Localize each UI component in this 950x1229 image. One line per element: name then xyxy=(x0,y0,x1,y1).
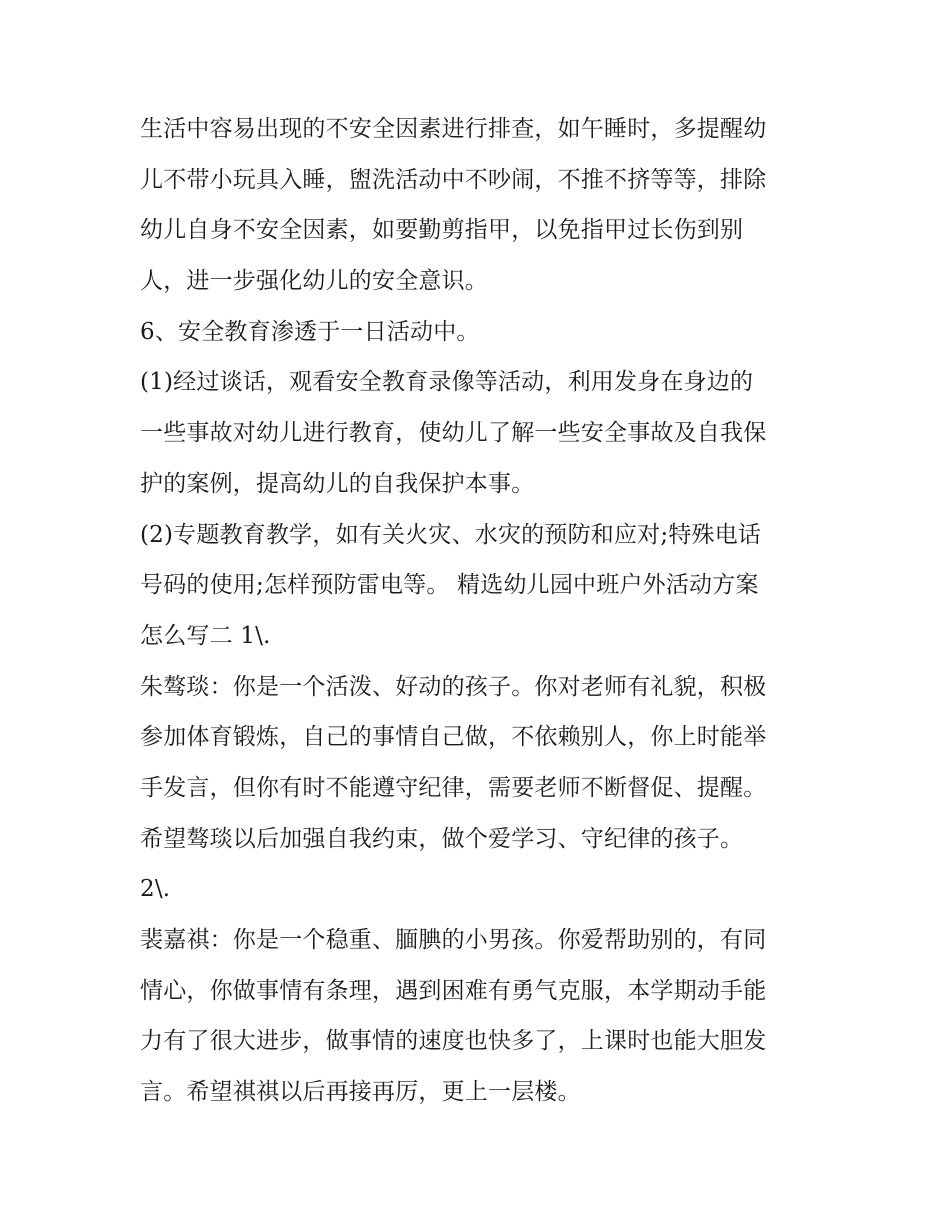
text-line: 幼儿自身不安全因素，如要勤剪指甲，以免指甲过长伤到别 xyxy=(140,217,744,244)
document-body xyxy=(140,104,820,1118)
text-line: 生活中容易出现的不安全因素进行排查，如午睡时，多提醒幼 xyxy=(140,116,767,142)
text-line: 一些事故对幼儿进行教育，使幼儿了解一些安全事故及自我保 xyxy=(140,420,767,447)
text-line: 护的案例，提高幼儿的自我保护本事。 xyxy=(140,470,535,497)
text-line: (2)专题教育教学，如有关火灾、水灾的预防和应对;特殊电话 xyxy=(140,521,762,548)
text-line: 儿不带小玩具入睡，盥洗活动中不吵闹，不推不挤等等，排除 xyxy=(140,166,767,193)
text-line: 力有了很大进步，做事情的速度也快多了，上课时也能大胆发 xyxy=(140,1028,767,1055)
text-line: 希望骜琰以后加强自我约束，做个爱学习、守纪律的孩子。 xyxy=(140,825,744,852)
text-line: 参加体育锻炼，自己的事情自己做，不依赖别人，你上时能举 xyxy=(140,724,767,751)
text-line: 情心，你做事情有条理，遇到困难有勇气克服，本学期动手能 xyxy=(140,977,767,1004)
text-line: 人，进一步强化幼儿的安全意识。 xyxy=(140,268,488,295)
text-line: 裴嘉祺：你是一个稳重、腼腆的小男孩。你爱帮助别的，有同 xyxy=(140,927,767,953)
text-line: 怎么写二 1\. xyxy=(140,622,271,649)
text-line: 言。希望祺祺以后再接再厉，更上一层楼。 xyxy=(140,1079,581,1106)
item-number: 2\. xyxy=(140,876,171,903)
text-line: (1)经过谈话，观看安全教育录像等活动，利用发身在身边的 xyxy=(140,369,754,396)
section-heading: 6、安全教育渗透于一日活动中。 xyxy=(140,318,480,345)
text-line: 朱骜琰：你是一个活泼、好动的孩子。你对老师有礼貌，积极 xyxy=(140,673,767,700)
text-line: 手发言，但你有时不能遵守纪律，需要老师不断督促、提醒。 xyxy=(140,774,767,801)
text-line: 号码的使用;怎样预防雷电等。 精选幼儿园中班户外活动方案 xyxy=(140,572,759,599)
